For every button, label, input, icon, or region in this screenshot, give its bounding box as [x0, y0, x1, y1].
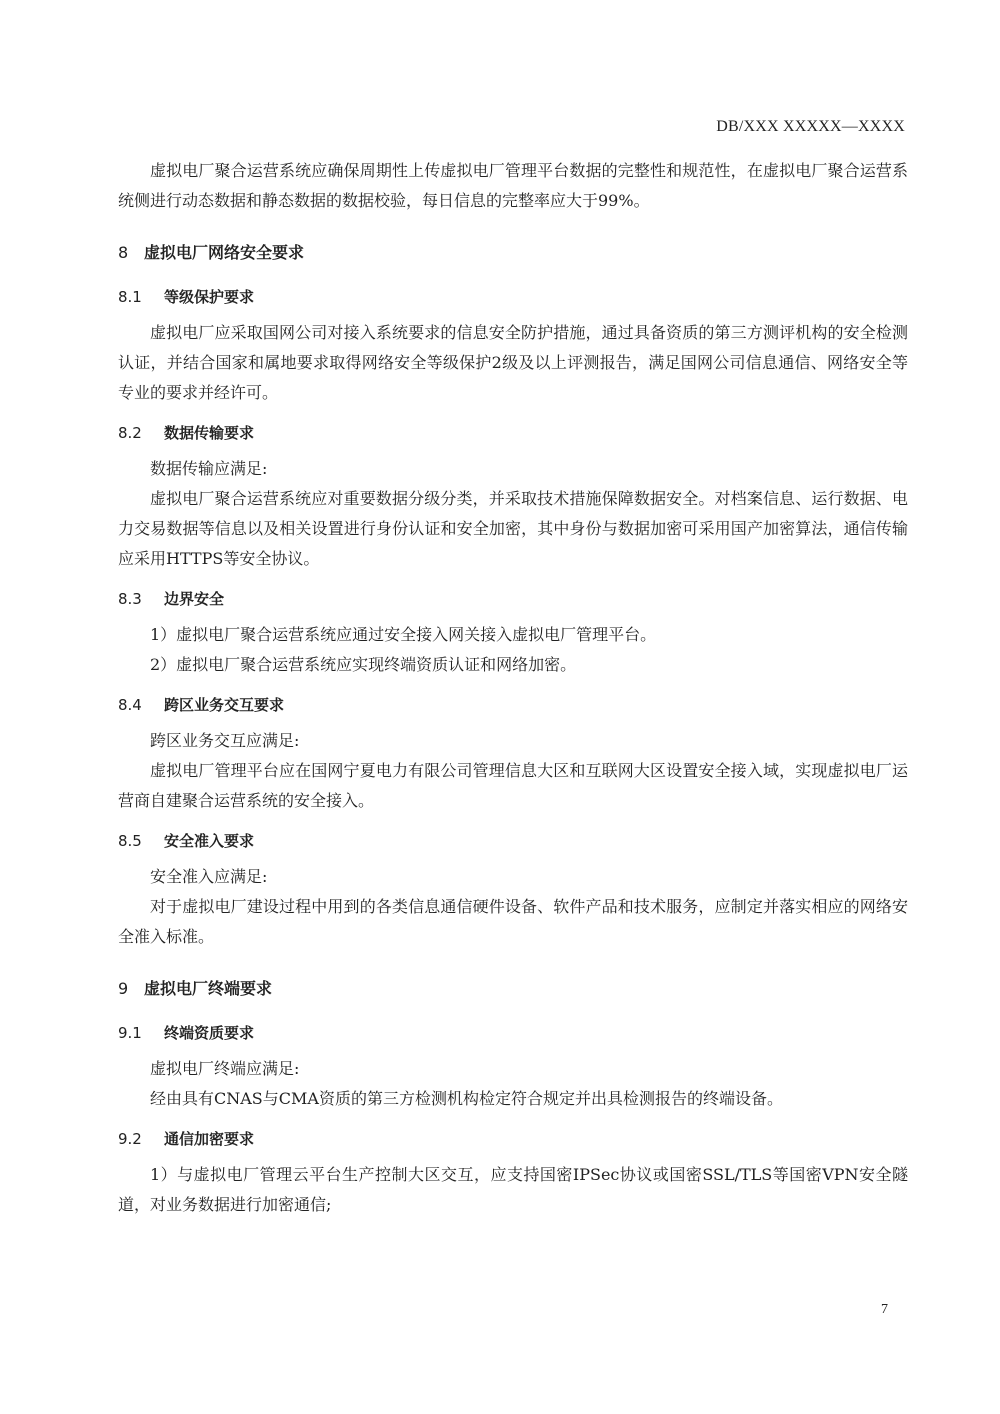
- section-title: 数据传输要求: [164, 424, 255, 442]
- section-title: 通信加密要求: [164, 1130, 255, 1148]
- section-number: 8.3: [118, 590, 142, 608]
- section-number: 9.2: [118, 1130, 142, 1148]
- section-8-1-heading: [118, 282, 908, 312]
- section-8-1-paragraph: 虚拟电厂应采取国网公司对接入系统要求的信息安全防护措施，通过具备资质的第三方测评机构的安全检测认证，并结合国家和属地要求取得网络安全等级保护2级及以上评测报告，满足国网公司信息通信、网络安全等专业的要求并经许可。: [118, 323, 908, 402]
- section-8-5-heading: [118, 826, 908, 856]
- section-number: 8.5: [118, 832, 142, 850]
- section-number: 8.1: [118, 288, 142, 306]
- section-9-1-paragraph: 经由具有CNAS与CMA资质的第三方检测机构检定符合规定并出具检测报告的终端设备。: [150, 1089, 783, 1108]
- section-8-3-heading: [118, 584, 908, 614]
- section-title: 安全准入要求: [164, 832, 255, 850]
- section-8-2-paragraph: 虚拟电厂聚合运营系统应对重要数据分级分类，并采取技术措施保障数据安全。对档案信息、运行数据、电力交易数据等信息以及相关设置进行身份认证和安全加密，其中身份与数据加密可采用国产加密算法，通信传输应采用HTTPS等安全协议。: [118, 489, 908, 568]
- document-number: DB/XXX XXXXX—XXXX: [716, 118, 905, 135]
- section-8-4-heading: [118, 690, 908, 720]
- intro-paragraph: 虚拟电厂聚合运营系统应确保周期性上传虚拟电厂管理平台数据的完整性和规范性，在虚拟电厂聚合运营系统侧进行动态数据和静态数据的数据校验，每日信息的完整率应大于99%。: [118, 161, 908, 210]
- section-title: 虚拟电厂终端要求: [144, 979, 273, 998]
- section-8-5-lead: 安全准入应满足:: [150, 867, 268, 886]
- section-title: 跨区业务交互要求: [164, 696, 285, 714]
- section-8-5-paragraph: 对于虚拟电厂建设过程中用到的各类信息通信硬件设备、软件产品和技术服务，应制定并落实相应的网络安全准入标准。: [118, 897, 908, 946]
- section-8-4-lead: 跨区业务交互应满足:: [150, 731, 300, 750]
- section-9-2-heading: [118, 1124, 908, 1154]
- section-8-heading: [118, 238, 908, 268]
- section-title: 终端资质要求: [164, 1024, 255, 1042]
- section-8-2-lead: 数据传输应满足:: [150, 459, 268, 478]
- section-number: 9.1: [118, 1024, 142, 1042]
- section-9-heading: [118, 974, 908, 1004]
- section-8-3-item-2: 2）虚拟电厂聚合运营系统应实现终端资质认证和网络加密。: [150, 655, 577, 674]
- section-title: 虚拟电厂网络安全要求: [144, 243, 305, 262]
- section-title: 边界安全: [164, 590, 225, 608]
- section-number: 9: [118, 979, 129, 998]
- section-8-3-item-1: 1）虚拟电厂聚合运营系统应通过安全接入网关接入虚拟电厂管理平台。: [150, 625, 657, 644]
- section-9-1-heading: [118, 1018, 908, 1048]
- page-number: 7: [881, 1302, 888, 1317]
- section-title: 等级保护要求: [164, 288, 255, 306]
- section-number: 8.2: [118, 424, 142, 442]
- section-8-2-heading: [118, 418, 908, 448]
- section-9-1-lead: 虚拟电厂终端应满足:: [150, 1059, 300, 1078]
- section-8-4-paragraph: 虚拟电厂管理平台应在国网宁夏电力有限公司管理信息大区和互联网大区设置安全接入域，实现虚拟电厂运营商自建聚合运营系统的安全接入。: [118, 761, 908, 810]
- section-9-2-item-1: 1）与虚拟电厂管理云平台生产控制大区交互，应支持国密IPSec协议或国密SSL/TLS等国密VPN安全隧道，对业务数据进行加密通信;: [118, 1165, 908, 1214]
- section-number: 8: [118, 243, 129, 262]
- section-number: 8.4: [118, 696, 142, 714]
- page-content: [118, 156, 908, 1220]
